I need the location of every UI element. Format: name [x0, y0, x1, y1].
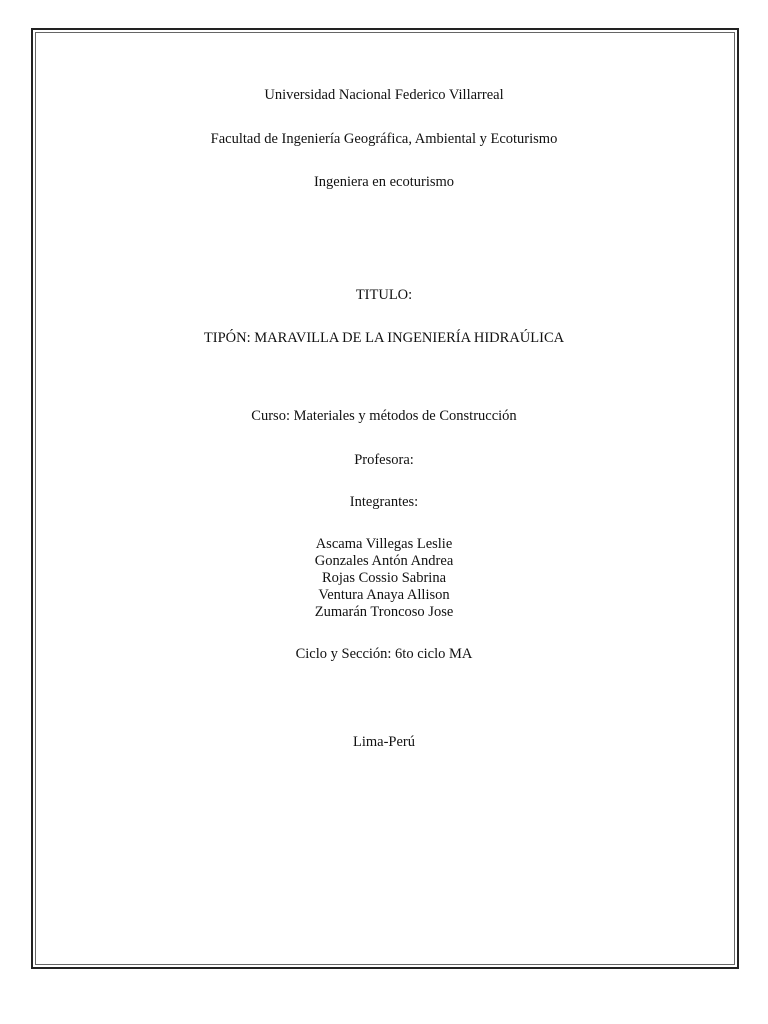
professor-label: Profesora:: [354, 452, 414, 468]
members-list: [0, 536, 768, 621]
course-name: Curso: Materiales y métodos de Construcción: [251, 408, 517, 424]
member-name: Rojas Cossio Sabrina: [321, 570, 447, 586]
title-label: TITULO:: [355, 287, 413, 303]
member-name: Zumarán Troncoso Jose: [314, 604, 454, 620]
program-name: Ingeniera en ecoturismo: [313, 174, 455, 190]
member-name: Ascama Villegas Leslie: [315, 536, 453, 552]
place: Lima-Perú: [352, 734, 415, 750]
member-name: Gonzales Antón Andrea: [314, 553, 454, 569]
document-title: TIPÓN: MARAVILLA DE LA INGENIERÍA HIDRAÚLICA: [203, 330, 565, 346]
faculty-name: Facultad de Ingeniería Geográfica, Ambiental y Ecoturismo: [210, 131, 558, 147]
cycle-section: Ciclo y Sección: 6to ciclo MA: [295, 646, 473, 662]
members-label: Integrantes:: [349, 494, 419, 510]
university-name: Universidad Nacional Federico Villarreal: [264, 87, 504, 103]
member-name: Ventura Anaya Allison: [318, 587, 450, 603]
